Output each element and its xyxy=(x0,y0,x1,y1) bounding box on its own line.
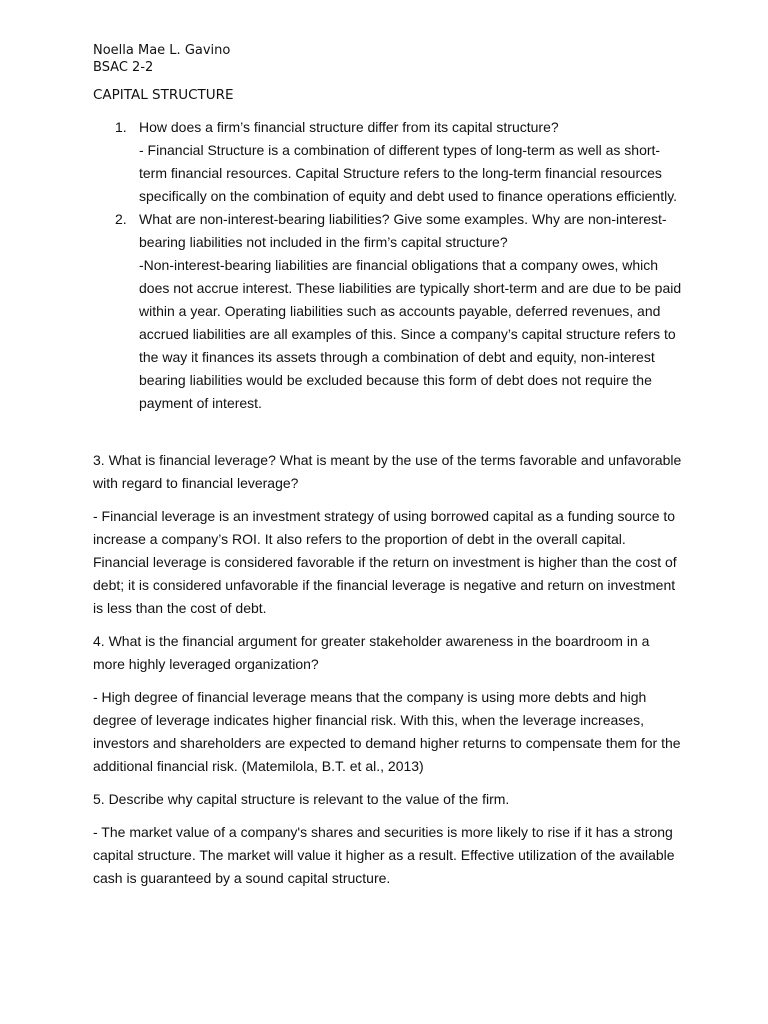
numbered-list xyxy=(93,116,683,415)
question-3-block xyxy=(93,449,683,620)
author-name: Noella Mae L. Gavino xyxy=(93,43,231,58)
answer-text: -Non-interest-bearing liabilities are financial obligations that a company owes, which does not accrue interest. These liabilities are typically short-term and are due to be paid within a year. Operating liabilities such as accounts payable, deferred revenues, and accrued liabilities are all examples of this. Since a company’s capital structure refers to the way it finances its assets through a combination of debt and equity, non-interest bearing liabilities would be excluded because this form of debt does not require the payment of interest. xyxy=(139,257,682,411)
list-number: 2. xyxy=(115,211,127,227)
answer-3: - Financial leverage is an investment strategy of using borrowed capital as a funding source to increase a company’s ROI. It also refers to the proportion of debt in the overall capital. Financial leverage is considered favorable if the return on investment is higher than the cost of debt; it is considered unfavorable if the financial leverage is negative and return on investment is less than the cost of debt. xyxy=(93,508,677,616)
question-text: What are non-interest-bearing liabilities? Give some examples. Why are non-interest-bearing liabilities not included in the firm’s capital structure? xyxy=(139,211,667,250)
question-3: 3. What is financial leverage? What is meant by the use of the terms favorable and unfavorable with regard to financial leverage? xyxy=(93,452,682,491)
question-text: How does a firm’s financial structure differ from its capital structure? xyxy=(139,119,559,135)
question-4-block xyxy=(93,630,683,778)
list-item xyxy=(93,116,683,208)
answer-text: - Financial Structure is a combination of different types of long-term as well as short-term financial resources. Capital Structure refers to the long-term financial resources specifically on the combination of equity and debt used to finance operations efficiently. xyxy=(139,142,678,204)
document-header xyxy=(93,42,230,76)
answer-4: - High degree of financial leverage means that the company is using more debts and high degree of leverage indicates higher financial risk. With this, when the leverage increases, investors and shareholders are expected to demand higher returns to compensate them for the additional financial risk. (Matemilola, B.T. et al., 2013) xyxy=(93,689,681,774)
question-4: 4. What is the financial argument for greater stakeholder awareness in the boardroom in a more highly leveraged organization? xyxy=(93,633,650,672)
answer-5: - The market value of a company's shares and securities is more likely to rise if it has a strong capital structure. The market will value it higher as a result. Effective utilization of the available cash is guaranteed by a sound capital structure. xyxy=(93,824,675,886)
list-number: 1. xyxy=(115,119,127,135)
question-5-block xyxy=(93,788,683,890)
question-5: 5. Describe why capital structure is relevant to the value of the firm. xyxy=(93,791,510,807)
class-section: BSAC 2-2 xyxy=(93,60,154,75)
document-title: CAPITAL STRUCTURE xyxy=(93,87,234,103)
list-item xyxy=(93,208,683,415)
